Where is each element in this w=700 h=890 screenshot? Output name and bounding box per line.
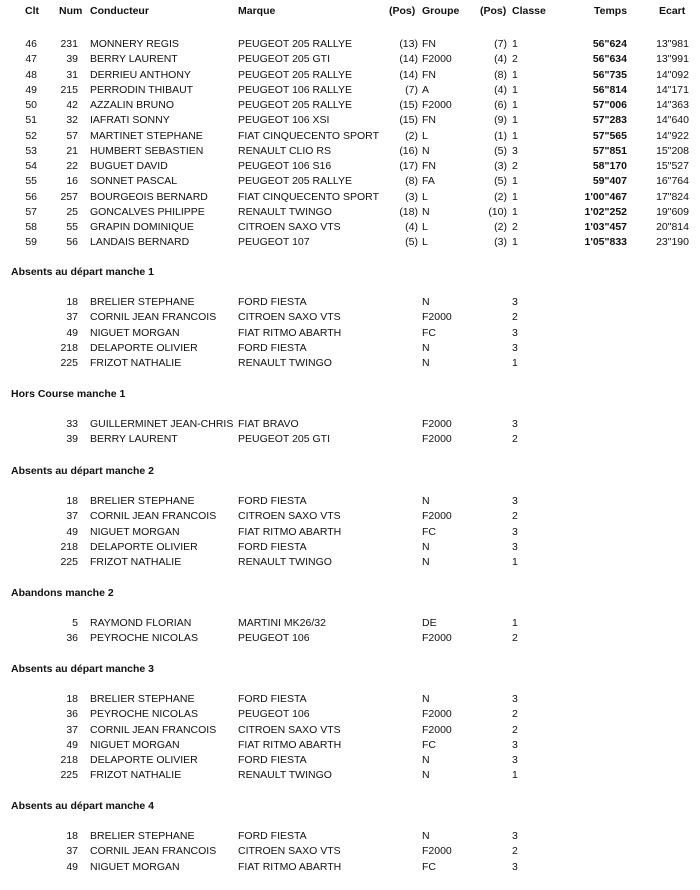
header-clt: Clt <box>25 5 39 17</box>
cell-classe: 3 <box>512 693 518 705</box>
cell-clt: 59 <box>25 236 37 248</box>
cell-groupe: N <box>422 495 430 507</box>
cell-classe: 1 <box>512 769 518 781</box>
cell-classe: 1 <box>512 206 518 218</box>
cell-conducteur: PEYROCHE NICOLAS <box>90 632 198 644</box>
cell-num: 37 <box>66 510 78 522</box>
cell-marque: FIAT RITMO ABARTH <box>238 739 342 751</box>
cell-ecart: 15"527 <box>656 160 689 172</box>
cell-num: 55 <box>66 221 78 233</box>
cell-conducteur: SONNET PASCAL <box>90 175 178 187</box>
cell-num: 218 <box>60 754 78 766</box>
cell-num: 39 <box>66 53 78 65</box>
cell-groupe: F2000 <box>422 845 452 857</box>
cell-classe: 1 <box>512 556 518 568</box>
cell-conducteur: GUILLERMINET JEAN-CHRIS <box>90 418 234 430</box>
cell-pos-groupe: (17) <box>399 160 418 172</box>
cell-groupe: N <box>422 357 430 369</box>
cell-pos-classe: (5) <box>494 145 507 157</box>
cell-conducteur: LANDAIS BERNARD <box>90 236 190 248</box>
cell-conducteur: AZZALIN BRUNO <box>90 99 175 111</box>
cell-classe: 1 <box>512 69 518 81</box>
cell-num: 36 <box>66 632 78 644</box>
cell-classe: 3 <box>512 495 518 507</box>
cell-groupe: N <box>422 145 430 157</box>
cell-ecart: 14"171 <box>656 84 689 96</box>
cell-conducteur: CORNIL JEAN FRANCOIS <box>90 724 217 736</box>
cell-conducteur: GONCALVES PHILIPPE <box>90 206 205 218</box>
cell-conducteur: PERRODIN THIBAUT <box>90 84 194 96</box>
cell-classe: 3 <box>512 296 518 308</box>
cell-temps: 56"735 <box>592 69 627 81</box>
cell-ecart: 16"764 <box>656 175 689 187</box>
header-temps: Temps <box>594 5 628 17</box>
cell-pos-groupe: (8) <box>405 175 418 187</box>
cell-groupe: N <box>422 754 430 766</box>
cell-pos-groupe: (2) <box>405 130 418 142</box>
cell-marque: CITROEN SAXO VTS <box>238 724 341 736</box>
cell-clt: 53 <box>25 145 37 157</box>
section-title: Absents au départ manche 1 <box>11 266 154 278</box>
cell-classe: 2 <box>512 632 518 644</box>
cell-clt: 55 <box>25 175 37 187</box>
cell-marque: RENAULT TWINGO <box>238 357 332 369</box>
cell-ecart: 14"640 <box>656 114 689 126</box>
cell-groupe: F2000 <box>422 510 452 522</box>
cell-classe: 3 <box>512 145 518 157</box>
cell-pos-groupe: (14) <box>399 53 418 65</box>
cell-num: 225 <box>60 769 78 781</box>
cell-pos-classe: (3) <box>494 160 507 172</box>
cell-marque: RENAULT TWINGO <box>238 769 332 781</box>
cell-marque: PEUGEOT 205 GTI <box>238 433 331 445</box>
cell-groupe: L <box>422 236 428 248</box>
header-marque: Marque <box>238 5 276 17</box>
cell-classe: 2 <box>512 510 518 522</box>
cell-marque: FORD FIESTA <box>238 296 307 308</box>
cell-classe: 2 <box>512 160 518 172</box>
cell-conducteur: BERRY LAURENT <box>90 53 178 65</box>
cell-groupe: FC <box>422 861 436 873</box>
cell-pos-groupe: (14) <box>399 69 418 81</box>
cell-classe: 1 <box>512 191 518 203</box>
cell-ecart: 17"824 <box>656 191 689 203</box>
cell-groupe: N <box>422 830 430 842</box>
cell-groupe: FN <box>422 38 436 50</box>
cell-marque: FORD FIESTA <box>238 830 307 842</box>
cell-clt: 51 <box>25 114 37 126</box>
cell-marque: MARTINI MK26/32 <box>238 617 326 629</box>
cell-conducteur: CORNIL JEAN FRANCOIS <box>90 510 217 522</box>
cell-conducteur: BERRY LAURENT <box>90 433 178 445</box>
cell-groupe: N <box>422 342 430 354</box>
cell-clt: 56 <box>25 191 37 203</box>
cell-classe: 2 <box>512 53 518 65</box>
cell-num: 49 <box>66 861 78 873</box>
cell-groupe: A <box>422 84 430 96</box>
cell-marque: PEUGEOT 205 RALLYE <box>238 175 352 187</box>
cell-classe: 1 <box>512 38 518 50</box>
cell-conducteur: MARTINET STEPHANE <box>90 130 203 142</box>
cell-groupe: F2000 <box>422 724 452 736</box>
header-num: Num <box>59 5 83 17</box>
cell-pos-classe: (2) <box>494 191 507 203</box>
cell-num: 56 <box>66 236 78 248</box>
cell-ecart: 13"981 <box>656 38 689 50</box>
cell-conducteur: NIGUET MORGAN <box>90 861 180 873</box>
cell-conducteur: BUGUET DAVID <box>90 160 168 172</box>
cell-classe: 3 <box>512 541 518 553</box>
cell-temps: 56"634 <box>592 53 627 65</box>
cell-marque: PEUGEOT 205 RALLYE <box>238 38 352 50</box>
section-title: Absents au départ manche 3 <box>11 663 154 675</box>
cell-groupe: N <box>422 556 430 568</box>
cell-num: 37 <box>66 724 78 736</box>
cell-marque: PEUGEOT 106 <box>238 708 310 720</box>
cell-temps: 58"170 <box>592 160 627 172</box>
cell-marque: FORD FIESTA <box>238 754 307 766</box>
cell-marque: PEUGEOT 205 RALLYE <box>238 69 352 81</box>
cell-pos-classe: (10) <box>488 206 507 218</box>
cell-classe: 3 <box>512 342 518 354</box>
cell-clt: 46 <box>25 38 37 50</box>
cell-groupe: F2000 <box>422 433 452 445</box>
cell-conducteur: HUMBERT SEBASTIEN <box>90 145 204 157</box>
cell-marque: FORD FIESTA <box>238 693 307 705</box>
cell-num: 57 <box>66 130 78 142</box>
cell-classe: 2 <box>512 433 518 445</box>
cell-ecart: 13"991 <box>656 53 689 65</box>
cell-classe: 1 <box>512 130 518 142</box>
cell-classe: 1 <box>512 617 518 629</box>
cell-pos-groupe: (18) <box>399 206 418 218</box>
cell-clt: 58 <box>25 221 37 233</box>
cell-pos-groupe: (5) <box>405 236 418 248</box>
cell-clt: 49 <box>25 84 37 96</box>
cell-conducteur: CORNIL JEAN FRANCOIS <box>90 845 217 857</box>
cell-num: 18 <box>66 495 78 507</box>
cell-classe: 2 <box>512 221 518 233</box>
cell-classe: 2 <box>512 845 518 857</box>
cell-conducteur: NIGUET MORGAN <box>90 327 180 339</box>
cell-num: 225 <box>60 357 78 369</box>
cell-groupe: N <box>422 541 430 553</box>
cell-num: 42 <box>66 99 78 111</box>
cell-ecart: 14"922 <box>656 130 689 142</box>
cell-clt: 52 <box>25 130 37 142</box>
cell-classe: 2 <box>512 708 518 720</box>
cell-num: 257 <box>60 191 78 203</box>
cell-groupe: FN <box>422 114 436 126</box>
cell-marque: FIAT CINQUECENTO SPORT <box>238 191 379 203</box>
cell-marque: FORD FIESTA <box>238 541 307 553</box>
cell-num: 225 <box>60 556 78 568</box>
cell-marque: RENAULT TWINGO <box>238 206 332 218</box>
cell-conducteur: NIGUET MORGAN <box>90 739 180 751</box>
cell-pos-classe: (8) <box>494 69 507 81</box>
header-ecart: Ecart <box>659 5 686 17</box>
cell-conducteur: DERRIEU ANTHONY <box>90 69 191 81</box>
cell-conducteur: GRAPIN DOMINIQUE <box>90 221 194 233</box>
cell-pos-classe: (1) <box>494 130 507 142</box>
cell-marque: CITROEN SAXO VTS <box>238 845 341 857</box>
cell-groupe: FN <box>422 69 436 81</box>
header-groupe: Groupe <box>422 5 460 17</box>
cell-pos-groupe: (3) <box>405 191 418 203</box>
cell-num: 25 <box>66 206 78 218</box>
cell-conducteur: NIGUET MORGAN <box>90 526 180 538</box>
cell-num: 49 <box>66 327 78 339</box>
cell-num: 218 <box>60 541 78 553</box>
cell-marque: RENAULT TWINGO <box>238 556 332 568</box>
cell-classe: 2 <box>512 724 518 736</box>
cell-ecart: 14"092 <box>656 69 689 81</box>
cell-num: 5 <box>72 617 78 629</box>
cell-marque: PEUGEOT 106 RALLYE <box>238 84 352 96</box>
cell-pos-groupe: (16) <box>399 145 418 157</box>
cell-classe: 3 <box>512 861 518 873</box>
cell-pos-classe: (9) <box>494 114 507 126</box>
cell-num: 16 <box>66 175 78 187</box>
cell-num: 18 <box>66 296 78 308</box>
cell-classe: 3 <box>512 526 518 538</box>
cell-ecart: 20"814 <box>656 221 689 233</box>
cell-num: 32 <box>66 114 78 126</box>
cell-marque: PEUGEOT 106 XSI <box>238 114 330 126</box>
cell-num: 36 <box>66 708 78 720</box>
cell-clt: 48 <box>25 69 37 81</box>
header-pos-classe: (Pos) <box>480 5 507 17</box>
cell-clt: 54 <box>25 160 37 172</box>
cell-groupe: L <box>422 130 428 142</box>
cell-clt: 57 <box>25 206 37 218</box>
cell-temps: 1'00"467 <box>584 191 627 203</box>
cell-num: 37 <box>66 311 78 323</box>
cell-conducteur: DELAPORTE OLIVIER <box>90 541 198 553</box>
cell-groupe: F2000 <box>422 99 452 111</box>
cell-num: 49 <box>66 526 78 538</box>
cell-conducteur: FRIZOT NATHALIE <box>90 769 182 781</box>
section-title: Hors Course manche 1 <box>11 388 126 400</box>
header-conducteur: Conducteur <box>90 5 149 17</box>
cell-groupe: N <box>422 693 430 705</box>
cell-groupe: DE <box>422 617 437 629</box>
cell-groupe: FC <box>422 739 436 751</box>
cell-pos-classe: (4) <box>494 53 507 65</box>
cell-marque: FIAT RITMO ABARTH <box>238 861 342 873</box>
cell-marque: PEUGEOT 205 GTI <box>238 53 331 65</box>
cell-groupe: F2000 <box>422 632 452 644</box>
cell-num: 218 <box>60 342 78 354</box>
cell-classe: 3 <box>512 830 518 842</box>
cell-ecart: 19"609 <box>656 206 689 218</box>
cell-pos-classe: (2) <box>494 221 507 233</box>
cell-conducteur: BOURGEOIS BERNARD <box>90 191 208 203</box>
cell-num: 18 <box>66 830 78 842</box>
cell-groupe: FC <box>422 327 436 339</box>
cell-marque: FIAT RITMO ABARTH <box>238 526 342 538</box>
cell-marque: CITROEN SAXO VTS <box>238 311 341 323</box>
cell-conducteur: IAFRATI SONNY <box>90 114 170 126</box>
cell-groupe: N <box>422 296 430 308</box>
cell-groupe: FN <box>422 160 436 172</box>
cell-marque: CITROEN SAXO VTS <box>238 221 341 233</box>
cell-ecart: 14"363 <box>656 99 689 111</box>
cell-pos-groupe: (7) <box>405 84 418 96</box>
cell-temps: 57"283 <box>592 114 627 126</box>
cell-temps: 57"565 <box>592 130 627 142</box>
cell-marque: PEUGEOT 107 <box>238 236 310 248</box>
cell-conducteur: BRELIER STEPHANE <box>90 830 195 842</box>
cell-groupe: L <box>422 221 428 233</box>
cell-num: 231 <box>60 38 78 50</box>
section-title: Absents au départ manche 4 <box>11 800 154 812</box>
cell-num: 18 <box>66 693 78 705</box>
cell-num: 21 <box>66 145 78 157</box>
header-classe: Classe <box>512 5 546 17</box>
cell-marque: FORD FIESTA <box>238 342 307 354</box>
cell-pos-groupe: (15) <box>399 114 418 126</box>
cell-temps: 57"006 <box>592 99 627 111</box>
cell-temps: 1'05"833 <box>584 236 627 248</box>
cell-conducteur: BRELIER STEPHANE <box>90 693 195 705</box>
cell-marque: CITROEN SAXO VTS <box>238 510 341 522</box>
cell-conducteur: FRIZOT NATHALIE <box>90 357 182 369</box>
cell-conducteur: CORNIL JEAN FRANCOIS <box>90 311 217 323</box>
cell-conducteur: BRELIER STEPHANE <box>90 296 195 308</box>
cell-num: 37 <box>66 845 78 857</box>
cell-groupe: F2000 <box>422 53 452 65</box>
cell-marque: FIAT RITMO ABARTH <box>238 327 342 339</box>
cell-groupe: FA <box>422 175 435 187</box>
cell-pos-groupe: (13) <box>399 38 418 50</box>
cell-conducteur: FRIZOT NATHALIE <box>90 556 182 568</box>
cell-num: 39 <box>66 433 78 445</box>
cell-marque: FORD FIESTA <box>238 495 307 507</box>
cell-groupe: L <box>422 191 428 203</box>
cell-classe: 1 <box>512 99 518 111</box>
cell-pos-classe: (3) <box>494 236 507 248</box>
cell-groupe: N <box>422 206 430 218</box>
cell-temps: 1'03"457 <box>584 221 627 233</box>
cell-conducteur: MONNERY REGIS <box>90 38 179 50</box>
cell-groupe: F2000 <box>422 418 452 430</box>
cell-marque: RENAULT CLIO RS <box>238 145 331 157</box>
cell-num: 49 <box>66 739 78 751</box>
cell-marque: PEUGEOT 205 RALLYE <box>238 99 352 111</box>
cell-temps: 56"624 <box>592 38 627 50</box>
cell-groupe: FC <box>422 526 436 538</box>
cell-conducteur: BRELIER STEPHANE <box>90 495 195 507</box>
cell-marque: FIAT CINQUECENTO SPORT <box>238 130 379 142</box>
cell-temps: 59"407 <box>592 175 627 187</box>
cell-classe: 3 <box>512 739 518 751</box>
cell-conducteur: DELAPORTE OLIVIER <box>90 754 198 766</box>
cell-classe: 1 <box>512 357 518 369</box>
cell-marque: FIAT BRAVO <box>238 418 299 430</box>
cell-temps: 1'02"252 <box>584 206 627 218</box>
cell-classe: 1 <box>512 236 518 248</box>
cell-classe: 1 <box>512 114 518 126</box>
cell-classe: 1 <box>512 175 518 187</box>
cell-temps: 56"814 <box>592 84 627 96</box>
cell-pos-classe: (6) <box>494 99 507 111</box>
cell-classe: 3 <box>512 754 518 766</box>
cell-classe: 1 <box>512 84 518 96</box>
cell-marque: PEUGEOT 106 S16 <box>238 160 332 172</box>
cell-classe: 3 <box>512 418 518 430</box>
cell-pos-classe: (4) <box>494 84 507 96</box>
cell-pos-groupe: (4) <box>405 221 418 233</box>
cell-pos-classe: (5) <box>494 175 507 187</box>
cell-ecart: 15"208 <box>656 145 689 157</box>
cell-pos-groupe: (15) <box>399 99 418 111</box>
cell-conducteur: DELAPORTE OLIVIER <box>90 342 198 354</box>
cell-num: 33 <box>66 418 78 430</box>
cell-classe: 3 <box>512 327 518 339</box>
cell-groupe: N <box>422 769 430 781</box>
section-title: Abandons manche 2 <box>11 587 114 599</box>
cell-pos-classe: (7) <box>494 38 507 50</box>
header-pos-groupe: (Pos) <box>389 5 416 17</box>
cell-conducteur: RAYMOND FLORIAN <box>90 617 192 629</box>
cell-clt: 50 <box>25 99 37 111</box>
cell-temps: 57"851 <box>592 145 627 157</box>
cell-num: 215 <box>60 84 78 96</box>
cell-groupe: F2000 <box>422 311 452 323</box>
cell-marque: PEUGEOT 106 <box>238 632 310 644</box>
cell-num: 31 <box>66 69 78 81</box>
cell-conducteur: PEYROCHE NICOLAS <box>90 708 198 720</box>
section-title: Absents au départ manche 2 <box>11 465 154 477</box>
cell-ecart: 23"190 <box>656 236 689 248</box>
cell-classe: 2 <box>512 311 518 323</box>
cell-clt: 47 <box>25 53 37 65</box>
cell-num: 22 <box>66 160 78 172</box>
cell-groupe: F2000 <box>422 708 452 720</box>
